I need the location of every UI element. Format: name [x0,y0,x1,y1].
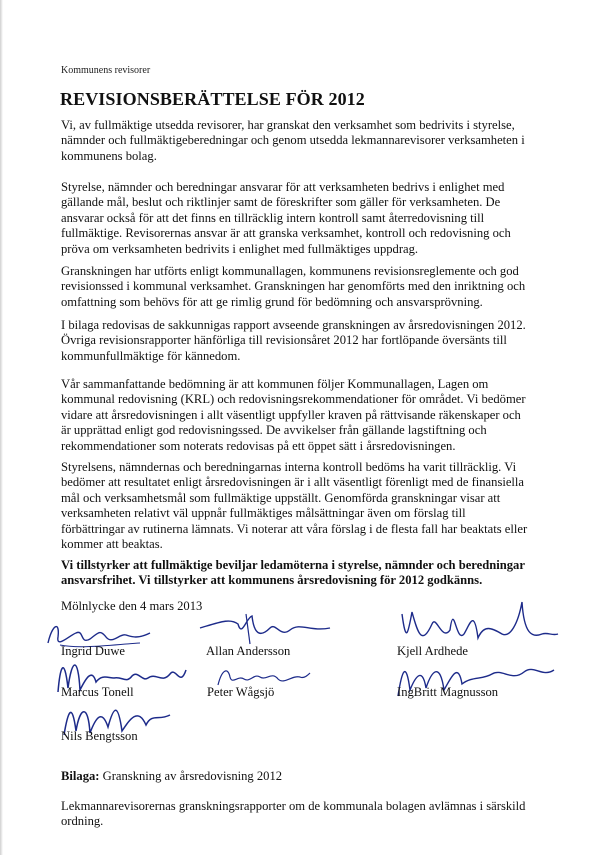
signatory-name: Allan Andersson [206,644,291,658]
paragraph-internal-control: Styrelsens, nämndernas och beredningarnas interna kontroll bedöms ha varit tillräcklig. Vi bedömer att resultatet enligt årsredovisningen är i allt väsentligt förenligt med de finansiella mål och verksamhetsmål som fullmäktige uppställt. Genomförda granskningar visar att verksamheten relativt väl uppnår fullmäktiges målsättningar även om förslag till förbättringar av rutinerna lämnats. Vi noterar att våra förslag i de flesta fall har beaktats eller kommer att beaktas. [61,460,528,552]
paragraph-reports: I bilaga redovisas de sakkunnigas rapport avseende granskningen av årsredovisningen 2012. Övriga revisionsrapporter hänförliga till revisionsåret 2012 har fortlöpande översänts till kommunfullmäktige för kännedom. [61,318,526,363]
signatory-name: Kjell Ardhede [397,644,468,658]
organization-header: Kommunens revisorer [61,65,151,76]
paragraph-method: Granskningen har utförts enligt kommunallagen, kommunens revisionsreglemente och god revisionssed i kommunal verksamhet. Granskningen har genomförts med den inriktning och omfattning som behövs för att ge rimlig grund för bedömning och ansvarsprövning. [61,264,526,309]
place-date: Mölnlycke den 4 mars 2013 [61,599,203,613]
paragraph-responsibility: Styrelse, nämnder och beredningar ansvarar för att verksamheten bedrivs i enlighet med gällande mål, beslut och riktlinjer samt de föreskrifter som gäller för verksamheten. De ansvarar också för att det finns en tillräcklig intern kontroll samt återredovisning till fullmäktige. Revisorernas ansvar är att granska verksamhet, kontroll och redovisning och pröva om verksamheten bedrivits i enlighet med fullmäktiges uppdrag. [61,180,511,256]
signature-allan-andersson [190,608,340,648]
signatory-name: Nils Bengtsson [61,729,138,743]
scan-edge-shadow [0,0,3,855]
document-title: REVISIONSBERÄTTELSE FÖR 2012 [60,89,365,109]
paragraph-recommendation: Vi tillstyrker att fullmäktige beviljar ledamöterna i styrelse, nämnder och beredningar ansvarsfrihet. Vi tillstyrker att kommunens årsredovisning för 2012 godkänns. [61,558,525,588]
attachment-line [61,769,282,784]
paragraph-assessment: Vår sammanfattande bedömning är att kommunen följer Kommunallagen, Lagen om kommunal redovisning (KRL) och redovisningsrekommendationer för området. Vi bedömer vidare att årsredovisningen i allt väsentligt uppfyller kraven på rättvisande räkenskaper och är upprättad enligt god redovisningssed. De avvikelser från gällande lagstiftning och rekommendationer som noterats redovisas på ett öppet sätt i årsredovisningen. [61,377,526,453]
signatory-name: Marcus Tonell [61,685,134,699]
signatory-name: Peter Wågsjö [207,685,275,699]
signatory-name: IngBritt Magnusson [397,685,499,699]
footer-note: Lekmannarevisorernas granskningsrapporter om de kommunala bolagen avlämnas i särskild ordning. [61,799,526,829]
signatory-name: Ingrid Duwe [61,644,126,658]
attachment-label: Bilaga: [61,769,100,783]
attachment-text: Granskning av årsredovisning 2012 [99,769,283,783]
paragraph-intro: Vi, av fullmäktige utsedda revisorer, har granskat den verksamhet som bedrivits i styrelse, nämnder och fullmäktigeberedningar och genom utsedda lekmannarevisorer verksamheten i kommunens bolag. [61,118,525,163]
